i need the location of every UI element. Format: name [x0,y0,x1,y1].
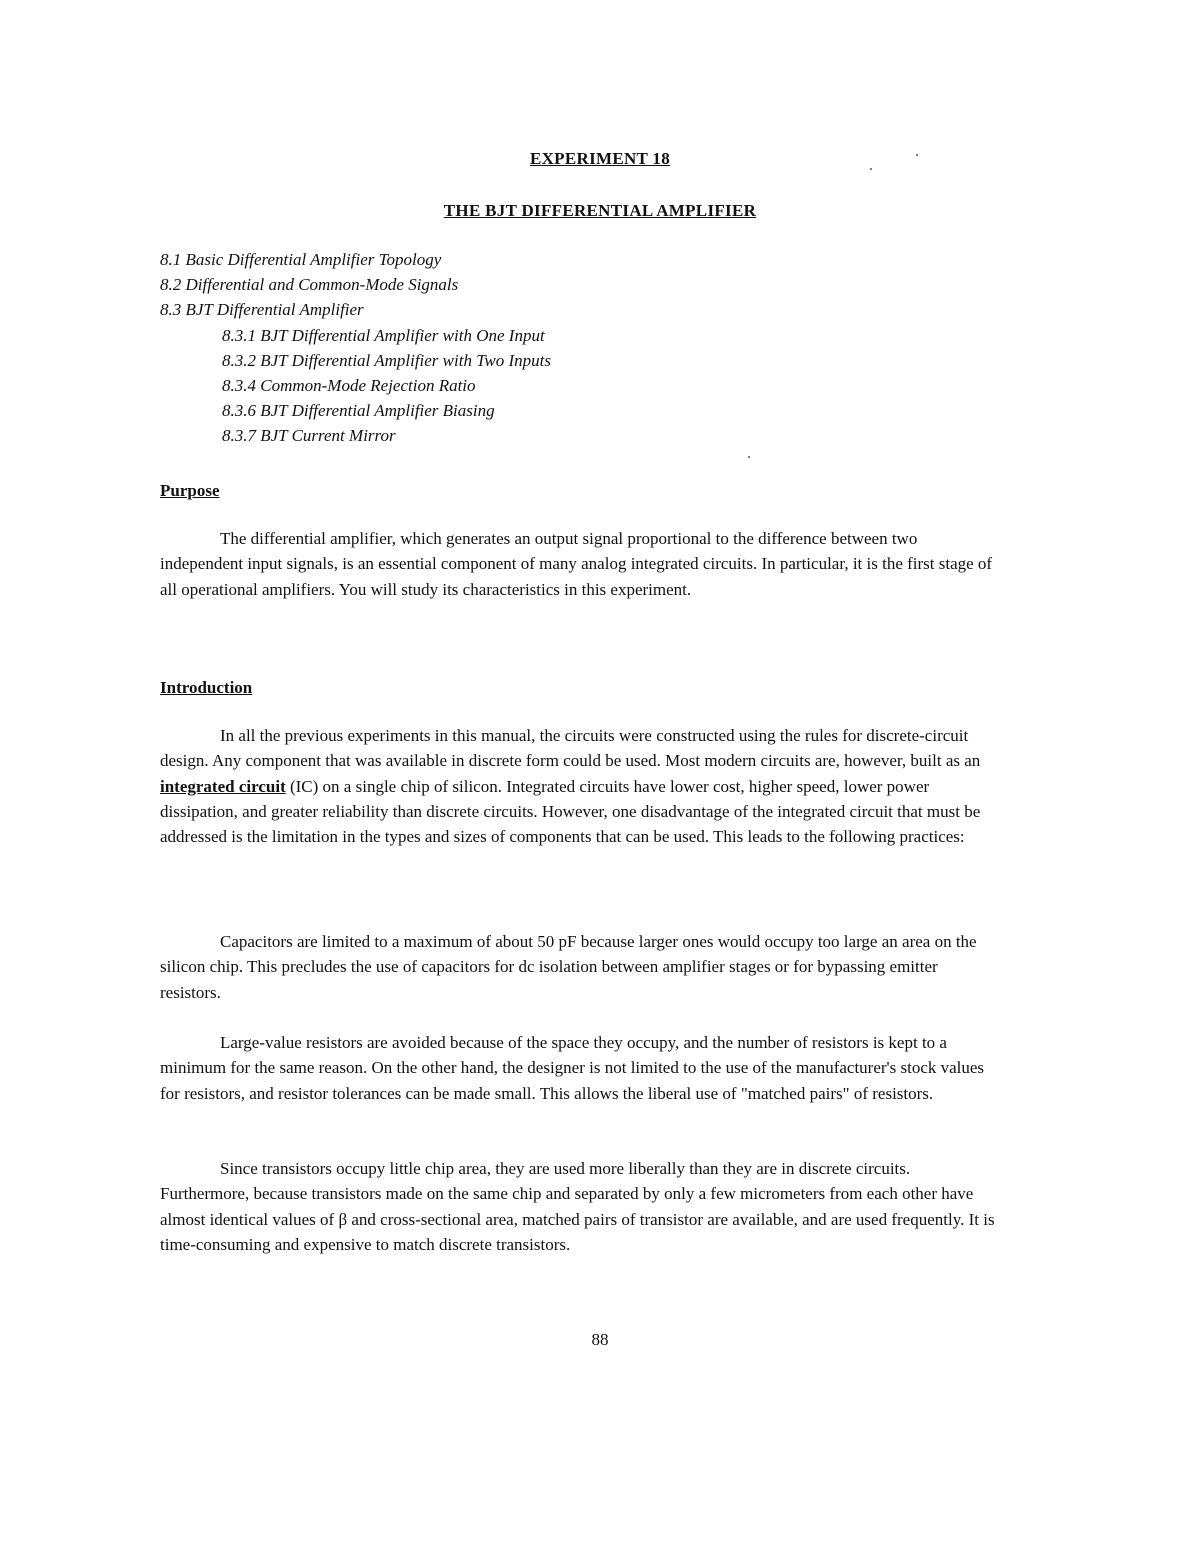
toc-item-8-3-1: 8.3.1 BJT Differential Amplifier with One Input [222,325,545,345]
introduction-paragraph-capacitors: Capacitors are limited to a maximum of about 50 pF because larger ones would occupy too large an area on the silicon chip. This precludes the use of capacitors for dc isolation between amplifier stages or for bypassing emitter resistors. [160,932,977,1002]
toc-item-8-3: 8.3 BJT Differential Amplifier [160,300,364,320]
scan-speck [916,154,918,156]
purpose-heading: Purpose [160,481,220,500]
introduction-paragraph-transistors: Since transistors occupy little chip area, they are used more liberally than they are in discrete circuits. Furthermore, because transistors made on the same chip and separated by only a few micrometers from each other have almost identical values of β and cross-sectional area, matched pairs of transistor are available, and are used frequently. It is time-consuming and expensive to match discrete transistors. [160,1159,995,1254]
purpose-paragraph: The differential amplifier, which generates an output signal proportional to the difference between two independent input signals, is an essential component of many analog integrated circuits. In particular, it is the first stage of all operational amplifiers. You will study its characteristics in this experiment. [160,529,993,599]
introduction-paragraph-resistors: Large-value resistors are avoided because of the space they occupy, and the number of resistors is kept to a minimum for the same reason. On the other hand, the designer is not limited to the use of the manufacturer's stock values for resistors, and resistor tolerances can be made small. This allows the liberal use of "matched pairs" of resistors. [160,1033,985,1103]
toc-item-8-3-6: 8.3.6 BJT Differential Amplifier Biasing [222,401,495,421]
intro-p1-text-end: (IC) on a single chip of silicon. Integrated circuits have lower cost, higher speed, lower power dissipation, and greater reliability than discrete circuits. However, one disadvantage of the integrated circuit that must be addressed is the limitation in the types and sizes of components that can be used. This leads to the following practices: [160,776,981,847]
experiment-title: EXPERIMENT 18 [529,149,671,168]
integrated-circuit-term: integrated circuit [160,776,286,796]
introduction-paragraph-1 [160,723,995,849]
table-of-contents [160,247,1060,449]
toc-item-8-2: 8.2 Differential and Common-Mode Signals [160,275,459,295]
experiment-subtitle: THE BJT DIFFERENTIAL AMPLIFIER [443,201,757,220]
toc-item-8-3-4: 8.3.4 Common-Mode Rejection Ratio [222,375,476,395]
scan-speck [870,168,872,170]
toc-item-8-1: 8.1 Basic Differential Amplifier Topology [160,250,442,269]
page-number: 88 [591,1330,609,1349]
toc-item-8-3-2: 8.3.2 BJT Differential Amplifier with Two Inputs [222,350,551,370]
intro-p1-text-start: In all the previous experiments in this manual, the circuits were constructed using the rules for discrete-circuit design. Any component that was available in discrete form could be used. Most modern circuits are, however, built as an [160,726,981,771]
toc-item-8-3-7: 8.3.7 BJT Current Mirror [222,426,396,446]
scan-speck [748,456,750,458]
introduction-heading: Introduction [160,678,253,697]
